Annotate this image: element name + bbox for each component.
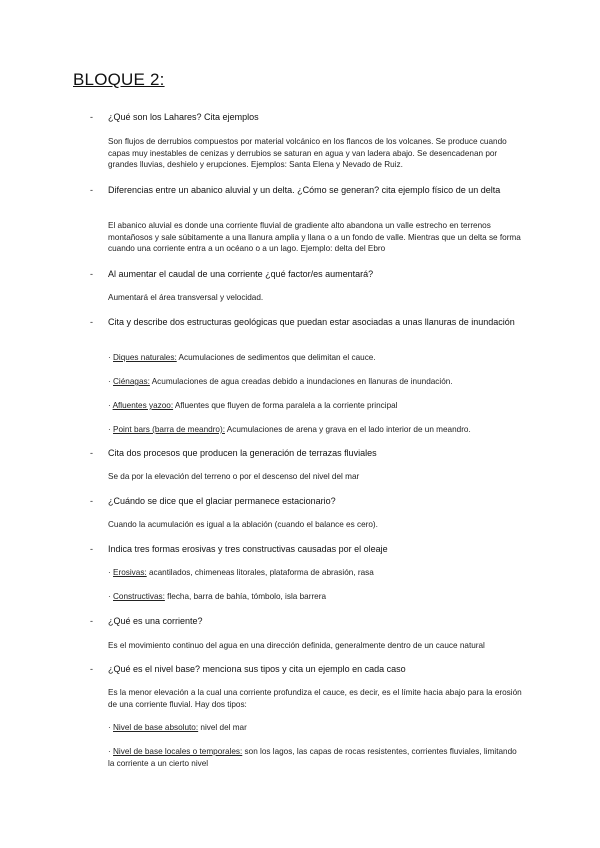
question: ¿Qué es el nivel base? menciona sus tipos y cita un ejemplo en cada caso (108, 664, 406, 674)
term: Diques naturales: (113, 353, 177, 362)
bullet-dash: - (90, 112, 93, 122)
sub-item: · Nivel de base locales o temporales: son los lagos, las capas de rocas resistentes, corrientes fluviales, limitando la corriente a un cierto nivel (108, 747, 517, 768)
term-description: acantilados, chimeneas litorales, plataforma de abrasión, rasa (146, 568, 374, 577)
question: Cita dos procesos que producen la generación de terrazas fluviales (108, 448, 377, 458)
bullet-dash: - (90, 448, 93, 458)
question: Indica tres formas erosivas y tres constructivas causadas por el oleaje (108, 544, 388, 554)
bullet-dash: - (90, 544, 93, 554)
question: Diferencias entre un abanico aluvial y un delta. ¿Cómo se generan? cita ejemplo físico de un delta (108, 185, 501, 195)
answer: Se da por la elevación del terreno o por el descenso del nivel del mar (108, 472, 360, 481)
bullet-dash: - (90, 185, 93, 195)
bullet-dash: - (90, 317, 93, 327)
term: Point bars (barra de meandro): (113, 425, 225, 434)
answer: Son flujos de derrubios compuestos por material volcánico en los flancos de los volcanes. Se produce cuando capas muy inestables de cenizas y derrubios se saturan en agua y van ladera abajo. Se desencadenan por grandes lluvias, deshielo y erupciones. Ejemplos: Santa Elena y Nevado de Ruiz. (108, 137, 507, 169)
sub-item: · Diques naturales: Acumulaciones de sedimentos que delimitan el cauce. (108, 353, 376, 362)
term-description: flecha, barra de bahía, tómbolo, isla barrera (164, 592, 327, 601)
term-description: Afluentes que fluyen de forma paralela a la corriente principal (173, 401, 398, 410)
answer: Es el movimiento continuo del agua en una dirección definida, generalmente dentro de un cauce natural (108, 641, 485, 650)
term-description: nivel del mar (198, 723, 247, 732)
term: Afluentes yazoo: (112, 401, 174, 410)
question: Al aumentar el caudal de una corriente ¿qué factor/es aumentará? (108, 269, 374, 279)
sub-item: · Nivel de base absoluto: nivel del mar (108, 723, 247, 732)
term-description: Acumulaciones de agua creadas debido a inundaciones en llanuras de inundación. (149, 377, 453, 386)
term-description: Acumulaciones de sedimentos que delimitan el cauce. (176, 353, 376, 362)
answer: Aumentará el área transversal y velocidad. (108, 293, 264, 302)
term: Nivel de base absoluto: (113, 723, 199, 732)
sub-item: · Afluentes yazoo: Afluentes que fluyen de forma paralela a la corriente principal (108, 401, 398, 410)
term: Nivel de base locales o temporales: (113, 747, 243, 756)
question: ¿Cuándo se dice que el glaciar permanece estacionario? (108, 496, 336, 506)
term: Ciénagas: (113, 377, 150, 386)
question: ¿Qué son los Lahares? Cita ejemplos (108, 112, 259, 122)
term-description: son los lagos, las capas de rocas resistentes, corrientes fluviales, limitando la corriente a un cierto nivel (108, 747, 517, 768)
term: Erosivas: (113, 568, 147, 577)
bullet-dash: - (90, 616, 93, 626)
bullet-dash: - (90, 269, 93, 279)
bullet-dash: - (90, 496, 93, 506)
answer: Cuando la acumulación es igual a la ablación (cuando el balance es cero). (108, 520, 378, 529)
question: Cita y describe dos estructuras geológicas que puedan estar asociadas a unas llanuras de inundación (108, 317, 515, 327)
term: Constructivas: (113, 592, 165, 601)
term-description: Acumulaciones de arena y grava en el lado interior de un meandro. (224, 425, 471, 434)
sub-item: · Point bars (barra de meandro): Acumulaciones de arena y grava en el lado interior de un meandro. (108, 425, 471, 434)
sub-item: · Ciénagas: Acumulaciones de agua creadas debido a inundaciones en llanuras de inundación. (108, 377, 453, 386)
sub-item: · Erosivas: acantilados, chimeneas litorales, plataforma de abrasión, rasa (108, 568, 374, 577)
bullet-dash: - (90, 664, 93, 674)
answer: El abanico aluvial es donde una corriente fluvial de gradiente alto abandona un valle estrecho en terrenos montañosos y sale súbitamente a una llanura amplia y llana o a un fondo de valle. Mientras que un delta se forma cuando una corriente entra a un océano o a un lago. Ejemplo: delta del Ebro (108, 221, 521, 253)
sub-item: · Constructivas: flecha, barra de bahía, tómbolo, isla barrera (108, 592, 327, 601)
answer: Es la menor elevación a la cual una corriente profundiza el cauce, es decir, es el límite hacia abajo para la erosión de una corriente fluvial. Hay dos tipos: (108, 688, 522, 709)
page-title: BLOQUE 2: (73, 70, 165, 89)
question: ¿Qué es una corriente? (108, 616, 203, 626)
